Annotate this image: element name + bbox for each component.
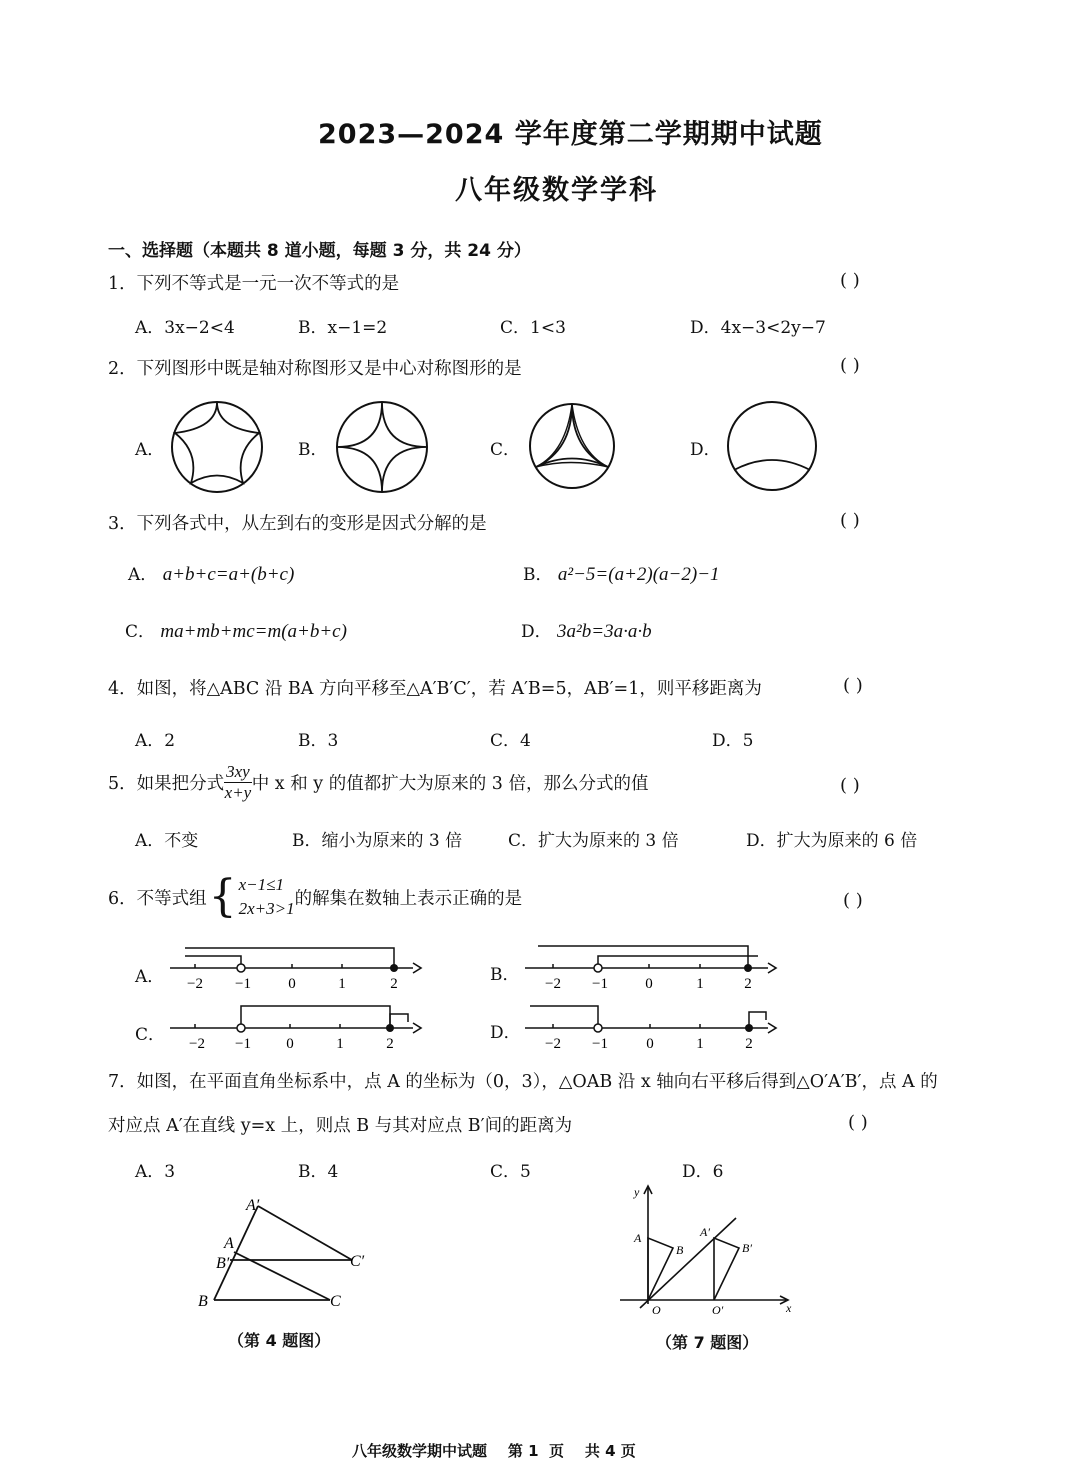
tick-label: −2	[545, 1036, 561, 1052]
figure-4-translated-triangles	[190, 1188, 380, 1318]
q2-option-b: B．	[298, 440, 328, 460]
tick-label: 2	[745, 1036, 753, 1052]
fig7-label-b-prime: B′	[742, 1241, 752, 1255]
question-5-answer-paren: ( )	[840, 775, 860, 796]
q5-fraction: $\frac{3xy}{x+y}$	[224, 762, 252, 802]
q6-numberline-c	[165, 996, 425, 1052]
tick-label: 0	[288, 976, 296, 992]
tick-label: −1	[592, 976, 608, 992]
q5-option-c: C．扩大为原来的 3 倍	[508, 831, 679, 851]
fig4-label-b: B	[198, 1293, 208, 1310]
q7-option-b: B．4	[298, 1162, 339, 1182]
question-2-answer-paren: ( )	[840, 355, 860, 376]
q3-option-d: D． 3a²b=3a·a·b	[521, 621, 652, 642]
section-heading: 一、选择题（本题共 8 道小题，每题 3 分，共 24 分）	[108, 241, 531, 261]
figure-7-coordinate-plane	[618, 1180, 803, 1315]
question-7-line-2: 对应点 A′在直线 y=x 上，则点 B 与其对应点 B′间的距离为	[108, 1116, 573, 1136]
fig7-label-y: y	[634, 1185, 640, 1199]
question-3-stem: 3．下列各式中，从左到右的变形是因式分解的是	[108, 514, 487, 534]
figure-7-caption: （第 7 题图）	[656, 1333, 759, 1352]
q4-option-b: B．3	[298, 731, 339, 751]
q4-option-c: C．4	[490, 731, 531, 751]
tick-label: −1	[235, 1036, 251, 1052]
tick-label: −1	[592, 1036, 608, 1052]
fig7-label-x: x	[786, 1301, 792, 1315]
question-7-line-1: 7．如图，在平面直角坐标系中，点 A 的坐标为（0，3），△OAB 沿 x 轴向右平移后得到△O′A′B′，点 A 的	[108, 1072, 938, 1092]
tick-label: 0	[286, 1036, 294, 1052]
q5-option-a: A．不变	[135, 831, 199, 851]
q6-option-a: A．	[135, 967, 165, 987]
q2-figure-d-circle-arc	[724, 398, 820, 494]
question-5-stem: 5．如果把分式 $\frac{3xy}{x+y}$ 中 x 和 y 的值都扩大为原来的 3 倍，那么分式的值	[108, 762, 649, 802]
question-2-stem: 2．下列图形中既是轴对称图形又是中心对称图形的是	[108, 359, 522, 379]
fig7-label-o-prime: O′	[712, 1303, 724, 1315]
exam-subtitle: 八年级数学学科	[455, 175, 658, 206]
q1-option-c: C．1<3	[500, 318, 566, 338]
tick-label: 2	[390, 976, 398, 992]
q5-option-d: D．扩大为原来的 6 倍	[746, 831, 918, 851]
q2-option-d: D．	[690, 440, 721, 460]
q1-option-a: A．3x−2<4	[135, 318, 235, 338]
q4-option-a: A．2	[135, 731, 176, 751]
q7-option-c: C．5	[490, 1162, 531, 1182]
figure-4-caption: （第 4 题图）	[228, 1331, 331, 1350]
q6-option-b: B．	[490, 965, 520, 985]
q6-numberline-a	[165, 938, 425, 994]
fig4-label-c: C	[330, 1293, 341, 1310]
question-1-answer-paren: ( )	[840, 270, 860, 291]
q7-option-a: A．3	[135, 1162, 176, 1182]
tick-label: −2	[189, 1036, 205, 1052]
fig7-label-a-prime: A′	[700, 1225, 710, 1239]
q6-numberline-b	[520, 938, 780, 994]
fig7-label-a: A	[634, 1231, 642, 1245]
q6-numberline-d	[520, 996, 780, 1054]
fig4-label-a: A	[224, 1235, 234, 1252]
fig4-label-c-prime: C′	[350, 1253, 365, 1270]
page-footer: 八年级数学期中试题 第 1 页 共 4 页	[352, 1442, 636, 1460]
q6-option-d: D．	[490, 1023, 521, 1043]
q2-option-c: C．	[490, 440, 521, 460]
question-6-answer-paren: ( )	[843, 890, 863, 911]
tick-label: −2	[187, 976, 203, 992]
q1-option-b: B．x−1=2	[298, 318, 388, 338]
tick-label: 0	[645, 976, 653, 992]
q3-option-c: C． ma+mb+mc=m(a+b+c)	[125, 621, 347, 642]
question-4-answer-paren: ( )	[843, 675, 863, 696]
question-6-stem: 6．不等式组 { x−1≤1 2x+3>1 的解集在数轴上表示正确的是	[108, 871, 523, 922]
q4-option-d: D．5	[712, 731, 754, 751]
q2-figure-b-astroid-circle	[333, 398, 431, 496]
fig7-label-o: O	[652, 1303, 661, 1315]
tick-label: −2	[545, 976, 561, 992]
q1-option-d: D．4x−3<2y−7	[690, 318, 826, 338]
q6-option-c: C．	[135, 1025, 166, 1045]
tick-label: 2	[386, 1036, 394, 1052]
tick-label: 1	[336, 1036, 344, 1052]
question-7-answer-paren: ( )	[848, 1112, 868, 1133]
question-1-stem: 1．下列不等式是一元一次不等式的是	[108, 274, 400, 294]
tick-label: 1	[696, 1036, 704, 1052]
q5-option-b: B．缩小为原来的 3 倍	[292, 831, 463, 851]
exam-title: 2023—2024 学年度第二学期期中试题	[318, 119, 823, 150]
q3-option-b: B． a²−5=(a+2)(a−2)−1	[523, 564, 720, 585]
q7-option-d: D．6	[682, 1162, 724, 1182]
q2-figure-a-pentagram-circle	[168, 398, 266, 496]
tick-label: 1	[696, 976, 704, 992]
q2-option-a: A．	[135, 440, 165, 460]
tick-label: 2	[744, 976, 752, 992]
question-4-stem: 4．如图，将△ABC 沿 BA 方向平移至△A′B′C′，若 A′B=5，AB′=1，则平移距离为	[108, 679, 762, 699]
q2-figure-c-trefoil-circle	[526, 400, 618, 492]
fig4-label-a-prime: A′	[246, 1197, 260, 1214]
tick-label: 0	[646, 1036, 654, 1052]
fig4-label-b-prime: B′	[216, 1255, 230, 1272]
tick-label: −1	[235, 976, 251, 992]
q3-option-a: A． a+b+c=a+(b+c)	[128, 564, 295, 585]
fig7-label-b: B	[676, 1243, 684, 1257]
question-3-answer-paren: ( )	[840, 510, 860, 531]
tick-label: 1	[338, 976, 346, 992]
